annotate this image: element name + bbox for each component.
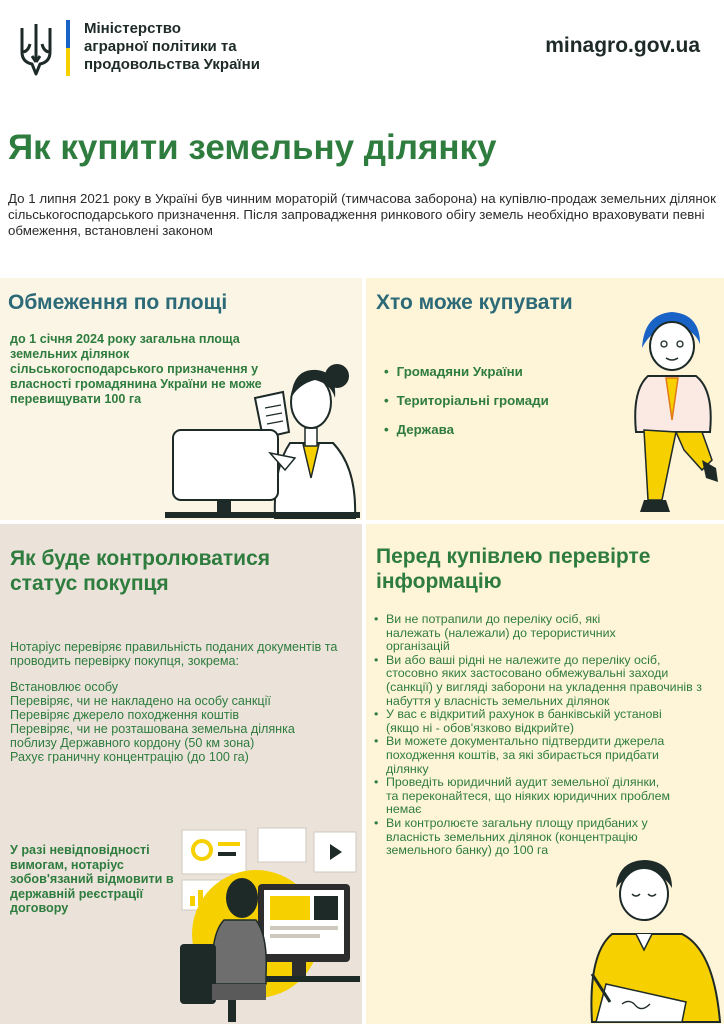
flag-bar	[66, 20, 70, 76]
buyer-control-heading	[10, 546, 350, 596]
list-item: • Проведіть юридичний аудит земельної ділянки, та переконайтеся, що ніяких юридичних проблем немає	[374, 776, 674, 817]
list-item: • У вас є відкритий рахунок в банківській установі (якщо ні - обов'язково відкрийте)	[374, 708, 674, 735]
area-limit-heading: Обмеження по площі	[8, 291, 228, 314]
before-purchase-list	[374, 613, 714, 858]
ministry-line: аграрної політики та	[84, 38, 237, 55]
list-item: • Ви контролюєте загальну площу придбаних у власність земельних ділянок (концентрацію земельного банку) до 100 га	[374, 817, 704, 858]
ministry-line: продовольства України	[84, 56, 260, 73]
buyer-control-panel	[0, 524, 362, 1024]
page-title: Як купити земельну ділянку	[8, 128, 497, 167]
who-can-buy-panel	[366, 278, 724, 520]
before-purchase-panel	[366, 524, 724, 1024]
before-purchase-heading	[376, 544, 716, 594]
list-item: • Громадяни України	[384, 364, 549, 379]
notary-intro: Нотаріус перевіряє правильність поданих документів та проводить перевірку покупця, зокрема:	[10, 640, 338, 668]
who-can-buy-list	[384, 364, 549, 451]
ministry-name	[84, 20, 324, 74]
list-item: • Ви не потрапили до переліку осіб, які належать (належали) до терористичних організацій	[374, 613, 654, 654]
man-in-embroidered-shirt-illustration	[622, 300, 722, 520]
check-item: Перевіряє, чи не накладено на особу санкції	[10, 694, 271, 708]
site-link[interactable]: minagro.gov.ua	[545, 34, 700, 57]
list-item: • Ви або ваші рідні не належите до переліку осіб, стосовно яких застосовано обмежувальні заходи (санкції) у вигляді заборони на укладення правочинів з набуття у власність земельних ділянок	[374, 654, 714, 708]
heading-line: Як буде контролюватися	[10, 547, 271, 570]
who-can-buy-heading: Хто може купувати	[376, 291, 573, 314]
check-item: Перевіряє, чи не розташована земельна ділянка поблизу Державного кордону (50 км зона)	[10, 722, 295, 750]
woman-at-computer-illustration	[165, 358, 360, 520]
buyer-control-text	[10, 640, 355, 764]
list-item: • Держава	[384, 422, 549, 437]
list-item: • Ви можете документально підтвердити джерела походження коштів, за які збирається придбати ділянку	[374, 735, 684, 776]
heading-line: Перед купівлею перевірте	[376, 545, 651, 568]
heading-line: інформацію	[376, 570, 502, 593]
heading-line: статус покупця	[10, 572, 169, 595]
ministry-line: Міністерство	[84, 20, 181, 37]
area-limit-panel	[0, 278, 362, 520]
header	[0, 0, 724, 110]
refusal-note: У разі невідповідності вимогам, нотаріус зобов'язаний відмовити в державній реєстрації договору	[10, 843, 174, 915]
area-limit-text: до 1 січня 2024 року загальна площа земельних ділянок сільськогосподарського призначення у власності громадянина України не може перевищувати 100 га	[10, 332, 262, 406]
coat-of-arms-icon	[18, 22, 54, 76]
list-item: • Територіальні громади	[384, 393, 549, 408]
intro-text: До 1 липня 2021 року в Україні був чинним мораторій (тимчасова заборона) на купівлю-продаж земельних ділянок сільськогосподарського призначення. Після запровадження ринкового обігу земель необхідно враховувати певні обмеження, встановлені законом	[8, 191, 716, 238]
check-item: Рахує граничну концентрацію (до 100 га)	[10, 750, 249, 764]
spacer	[10, 668, 355, 680]
person-at-workstation-illustration	[172, 824, 362, 1024]
man-signing-document-illustration	[586, 854, 724, 1024]
check-item: Встановлює особу	[10, 680, 119, 694]
check-item: Перевіряє джерело походження коштів	[10, 708, 240, 722]
